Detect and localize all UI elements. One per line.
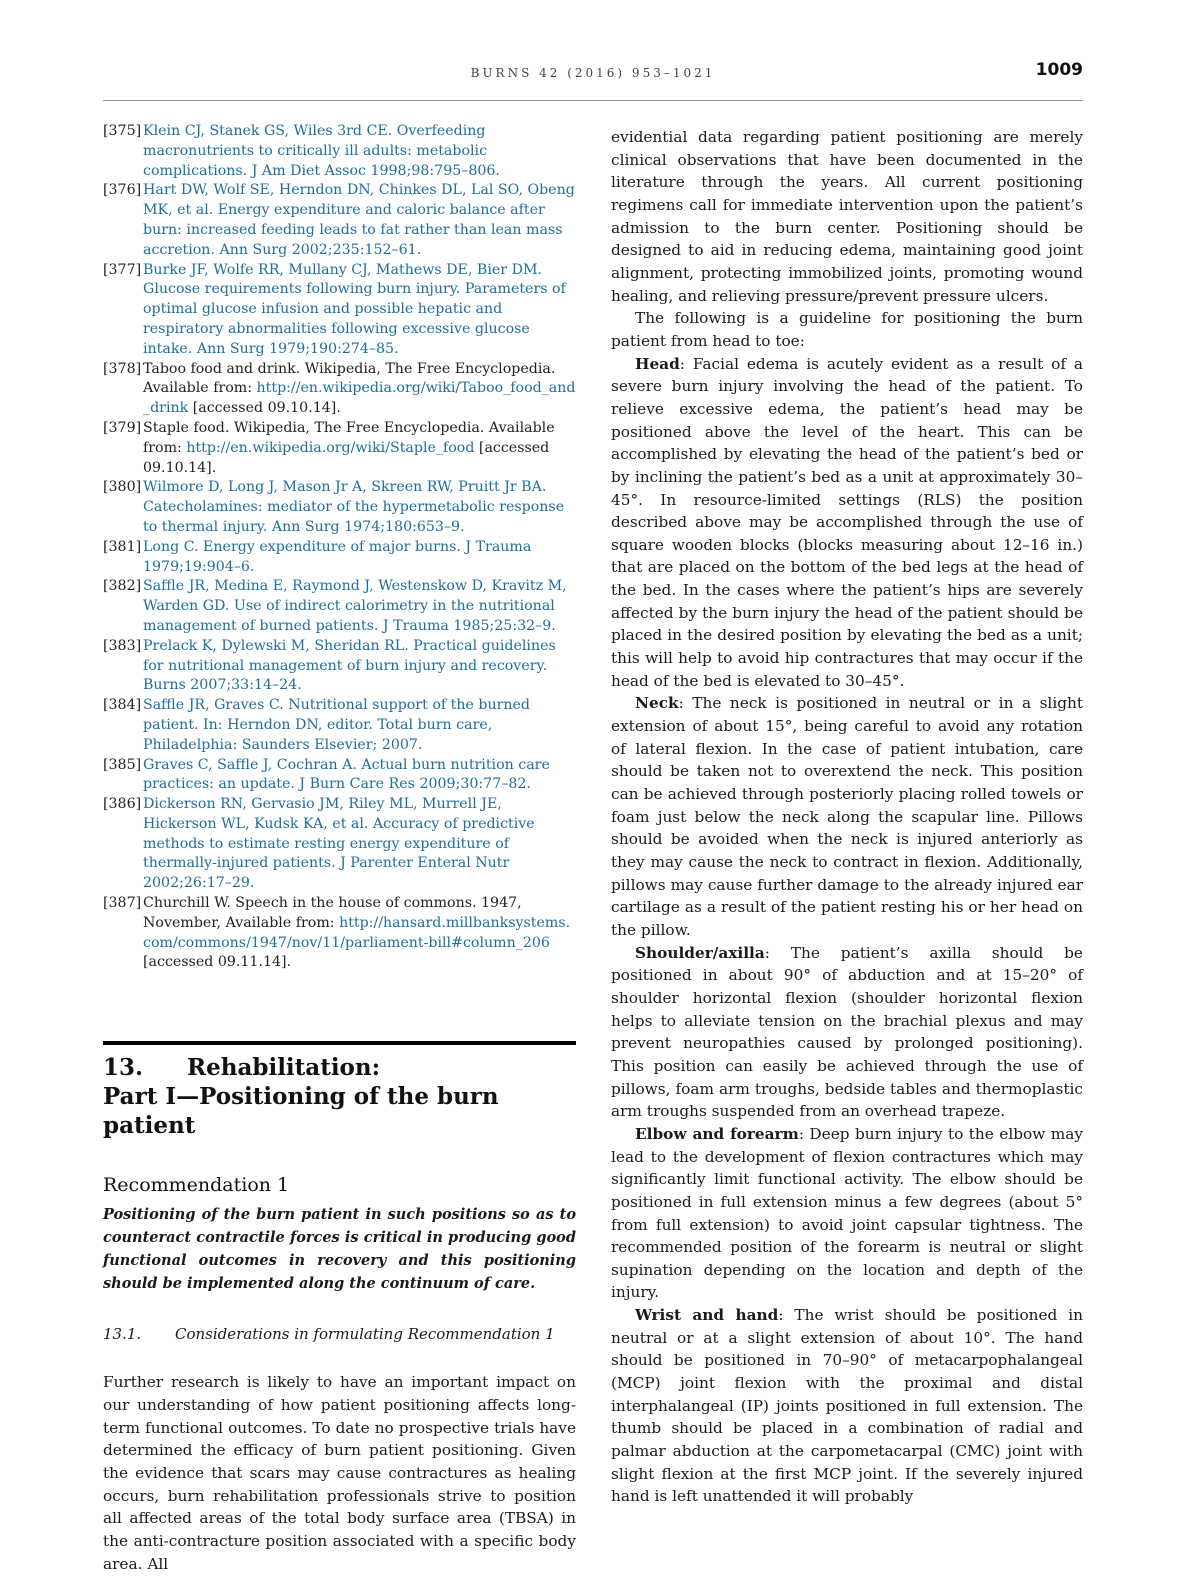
reference-item xyxy=(103,894,576,973)
body-paragraph-evidence: evidential data regarding patient positioning are merely clinical observations that have been documented in the literature through the years. All current positioning regimens call for immediate intervention upon the patient’s admission to the burn center. Positioning should be designed to aid in reducing edema, maintaining good joint alignment, protecting immobilized joints, promoting wound healing, and relieving pressure/prevent pressure ulcers. xyxy=(611,128,1083,305)
reference-number: [386] xyxy=(103,796,142,813)
reference-item xyxy=(103,478,576,537)
reference-text-link[interactable]: Hart DW, Wolf SE, Herndon DN, Chinkes DL, Lal SO, Obeng MK, et al. Energy expenditure and caloric balance after burn: increased feeding leads to fat rather than lean mass accretion. Ann Surg 2002;235:152–61. xyxy=(143,182,575,258)
lead-shoulder: Shoulder/axilla xyxy=(635,943,765,962)
journal-citation: BURNS 42 (2016) 953–1021 xyxy=(470,66,716,80)
reference-text xyxy=(143,419,576,478)
reference-url-link[interactable]: http://en.wikipedia.org/wiki/Staple_food xyxy=(186,439,475,456)
reference-item xyxy=(103,181,576,260)
reference-item xyxy=(103,696,576,755)
reference-list xyxy=(103,122,576,973)
body-paragraph-head xyxy=(611,353,1083,693)
recommendation-text: Positioning of the burn patient in such positions so as to counteract contractile forces is critical in producing good functional outcomes in recovery and this positioning should be implemented along the continuum of care. xyxy=(103,1206,576,1292)
text-wrist: : The wrist should be positioned in neutral or at a slight extension of about 10°. The hand should be positioned in 70–90° of metacarpophalangeal (MCP) joint flexion with the proximal and distal interphalangeal (IP) joints positioned in full extension. The thumb should be placed in a combination of radial and palmar abduction at the carpometacarpal (CMC) joint with slight flexion at the first MCP joint. If the severely injured hand is left unattended it will probably xyxy=(611,1306,1083,1506)
reference-number: [383] xyxy=(103,637,142,654)
lead-head: Head xyxy=(635,354,680,373)
body-paragraph-guideline: The following is a guideline for positioning the burn patient from head to toe: xyxy=(611,309,1083,350)
reference-url-link[interactable]: http://hansard.millbanksystems.com/commons/1947/nov/11/parliament-bill#column_206 xyxy=(143,914,571,951)
body-paragraph-shoulder xyxy=(611,942,1083,1123)
reference-text-link[interactable]: Long C. Energy expenditure of major burns. J Trauma 1979;19:904–6. xyxy=(143,538,532,575)
lead-elbow: Elbow and forearm xyxy=(635,1124,799,1143)
reference-item xyxy=(103,795,576,894)
reference-item xyxy=(103,261,576,360)
reference-number: [380] xyxy=(103,479,142,496)
reference-item xyxy=(103,577,576,636)
page-number: 1009 xyxy=(1035,60,1083,80)
section-rule xyxy=(103,1041,576,1045)
right-column xyxy=(611,126,1083,1508)
text-shoulder: : The patient’s axilla should be positioned in about 90° of abduction and at 15–20° of shoulder horizontal flexion (shoulder horizontal flexion helps to alleviate tension on the brachial plexus and may prevent neuropathies caused by prolonged positioning). This position can easily be achieved through the use of pillows, foam arm troughs, bedside tables and thermoplastic arm troughs suspended from an overhead trapeze. xyxy=(611,943,1083,1121)
body-paragraph-neck xyxy=(611,692,1083,941)
reference-number: [377] xyxy=(103,261,142,278)
text-elbow: : Deep burn injury to the elbow may lead to the development of flexion contractures which may significantly limit functional activity. The elbow should be positioned in full extension minus a few degrees (about 5° from full extension) to avoid joint capsular tightness. The recommended position of the forearm is neutral or slight supination depending on the location and depth of the injury. xyxy=(611,1124,1084,1302)
reference-number: [379] xyxy=(103,419,142,436)
reference-text-link[interactable]: Dickerson RN, Gervasio JM, Riley ML, Murrell JE, Hickerson WL, Kudsk KA, et al. Accuracy of predictive methods to estimate resting energy expenditure of thermally-injured patients. J Parenter Enteral Nutr 2002;26:17–29. xyxy=(143,796,535,892)
reference-text-link[interactable]: Saffle JR, Graves C. Nutritional support of the burned patient. In: Herndon DN, editor. Total burn care, Philadelphia: Saunders Elsevier; 2007. xyxy=(143,697,531,753)
left-body-paragraph xyxy=(103,1371,576,1575)
reference-number: [381] xyxy=(103,538,142,555)
subsection-heading xyxy=(103,1325,576,1343)
reference-text xyxy=(143,894,576,973)
reference-accessed: [accessed 09.11.14]. xyxy=(143,954,292,971)
header-rule xyxy=(103,100,1083,101)
reference-item xyxy=(103,360,576,419)
recommendation-title: Recommendation 1 xyxy=(103,1174,290,1197)
reference-number: [384] xyxy=(103,697,142,714)
reference-text-link[interactable]: Graves C, Saffle J, Cochran A. Actual burn nutrition care practices: an update. J Burn Care Res 2009;30:77–82. xyxy=(143,756,550,793)
page-header xyxy=(103,60,1083,90)
reference-text-link[interactable]: Wilmore D, Long J, Mason Jr A, Skreen RW, Pruitt Jr BA. Catecholamines: mediator of the hypermetabolic response to thermal injury. Ann Surg 1974;180:653–9. xyxy=(143,479,565,535)
reference-text-link[interactable]: Burke JF, Wolfe RR, Mullany CJ, Mathews DE, Bier DM. Glucose requirements following burn injury. Parameters of optimal glucose infusion and possible hepatic and respiratory abnormalities following excessive glucose intake. Ann Surg 1979;190:274–85. xyxy=(143,261,566,357)
reference-url-link[interactable]: http://en.wikipedia.org/wiki/Taboo_food_and_drink xyxy=(143,380,576,417)
body-paragraph: Further research is likely to have an important impact on our understanding of how patient positioning affects long-term functional outcomes. To date no prospective trials have determined the efficacy of burn patient positioning. Given the evidence that scars may cause contractures as healing occurs, burn rehabilitation professionals strive to position all affected areas of the total body surface area (TBSA) in the anti-contracture position associated with a specific body area. All xyxy=(103,1373,576,1573)
reference-item xyxy=(103,756,576,796)
reference-citation: Taboo food and drink. Wikipedia, The Free Encyclopedia. Available from: xyxy=(143,360,556,397)
section-title-line2: Part I—Positioning of the burn patient xyxy=(103,1083,499,1140)
section-title-line1: Rehabilitation: xyxy=(187,1054,381,1082)
body-paragraph-elbow xyxy=(611,1123,1083,1304)
reference-number: [382] xyxy=(103,578,142,595)
reference-item xyxy=(103,538,576,578)
subsection-title: Considerations in formulating Recommendation 1 xyxy=(175,1325,555,1344)
reference-accessed: [accessed 09.10.14]. xyxy=(188,400,341,417)
text-neck: : The neck is positioned in neutral or in a slight extension of about 15°, being careful to avoid any rotation of lateral flexion. In the case of patient intubation, care should be taken not to overextend the neck. This position can be achieved through posteriorly placing rolled towels or foam just below the neck along the scapular line. Pillows should be avoided when the neck is injured anteriorly as they may cause the neck to contract in flexion. Additionally, pillows may cause further damage to the already injured ear cartilage as a result of the patient resting his or her head on the pillow. xyxy=(611,694,1083,939)
reference-number: [376] xyxy=(103,182,142,199)
reference-item xyxy=(103,419,576,478)
section-heading xyxy=(103,1053,576,1140)
reference-text-link[interactable]: Prelack K, Dylewski M, Sheridan RL. Practical guidelines for nutritional management of burn injury and recovery. Burns 2007;33:14–24. xyxy=(143,637,556,694)
subsection-number: 13.1. xyxy=(103,1325,142,1344)
reference-text-link[interactable]: Saffle JR, Medina E, Raymond J, Westenskow D, Kravitz M, Warden GD. Use of indirect calorimetry in the nutritional management of burned patients. J Trauma 1985;25:32–9. xyxy=(143,578,567,634)
reference-number: [375] xyxy=(103,123,142,139)
reference-number: [378] xyxy=(103,360,142,377)
lead-neck: Neck xyxy=(635,694,679,713)
reference-item xyxy=(103,122,576,181)
reference-accessed: [accessed 09.10.14]. xyxy=(143,439,550,476)
reference-number: [387] xyxy=(103,895,142,912)
reference-number: [385] xyxy=(103,756,142,773)
left-column xyxy=(103,122,576,1575)
reference-text-link[interactable]: Klein CJ, Stanek GS, Wiles 3rd CE. Overfeeding macronutrients to critically ill adults: metabolic complications. J Am Diet Assoc 1998;98:795–806. xyxy=(143,123,500,179)
lead-wrist: Wrist and hand xyxy=(635,1306,779,1325)
reference-text xyxy=(143,360,576,419)
body-paragraph-wrist xyxy=(611,1304,1083,1508)
reference-citation: Churchill W. Speech in the house of commons. 1947, November, Available from: xyxy=(143,895,522,931)
section-number: 13. xyxy=(103,1054,144,1082)
text-head: : Facial edema is acutely evident as a result of a severe burn injury involving the head of the patient. To relieve excessive edema, the patient’s head may be positioned above the level of the heart. This can be accomplished by elevating the head of the patient’s bed or by inclining the patient’s bed as a unit at approximately 30–45°. In resource-limited settings (RLS) the position described above may be accomplished through the use of square wooden blocks (blocks measuring about 12–16 in.) that are placed on the bottom of the bed legs at the head of the bed. In the cases where the patient’s hips are severely affected by the burn injury the head of the patient should be placed in the desired position by elevating the bed as a unit; this will help to avoid hip contractures that may occur if the head of the bed is elevated to 30–45°. xyxy=(611,354,1083,690)
reference-citation: Staple food. Wikipedia, The Free Encyclopedia. Available from: xyxy=(143,419,555,456)
reference-item xyxy=(103,637,576,696)
